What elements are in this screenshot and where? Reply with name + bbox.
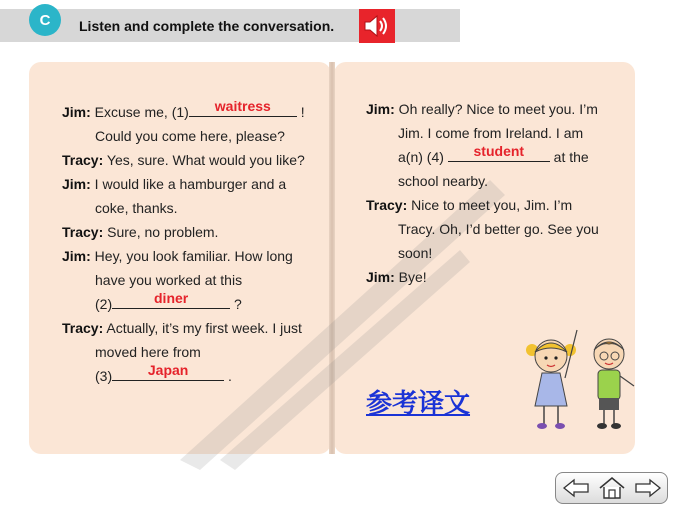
dialogue-line bbox=[62, 220, 218, 244]
line-text: Yes, sure. What would you like? bbox=[103, 152, 305, 168]
speaker-name: Jim: bbox=[366, 101, 395, 117]
book-spine bbox=[329, 62, 335, 454]
answer-blank[interactable] bbox=[112, 364, 224, 381]
dialogue-line bbox=[366, 265, 427, 289]
dialogue-line bbox=[398, 241, 432, 265]
dialogue-line bbox=[95, 364, 232, 388]
navigation-bar bbox=[555, 472, 668, 504]
dialogue-line bbox=[62, 100, 305, 124]
speaker-name: Tracy: bbox=[366, 197, 408, 213]
prev-button[interactable] bbox=[559, 475, 593, 501]
speaker-name: Tracy: bbox=[62, 224, 104, 240]
line-text: Tracy. Oh, I’d better go. See you bbox=[398, 221, 599, 237]
dialogue-line bbox=[62, 172, 286, 196]
line-text: Actually, it’s my first week. I just bbox=[103, 320, 302, 336]
line-text: ? bbox=[230, 296, 242, 312]
speaker-name: Jim: bbox=[62, 176, 91, 192]
dialogue-line bbox=[366, 193, 572, 217]
line-text: (3) bbox=[95, 368, 113, 384]
line-text: have you worked at this bbox=[95, 272, 243, 288]
arrow-right-icon bbox=[634, 478, 662, 498]
arrow-left-icon bbox=[562, 478, 590, 498]
line-text: ! bbox=[296, 104, 305, 120]
answer-blank[interactable] bbox=[189, 100, 297, 117]
line-text: Oh really? Nice to meet you. I’m bbox=[394, 101, 598, 117]
dialogue-line bbox=[95, 196, 178, 220]
line-text: a(n) (4) bbox=[398, 149, 448, 165]
dialogue-line bbox=[398, 169, 488, 193]
speaker-name: Tracy: bbox=[62, 152, 104, 168]
audio-play-button[interactable] bbox=[359, 9, 395, 43]
dialogue-line bbox=[95, 124, 285, 148]
line-text: Jim. I come from Ireland. I am bbox=[398, 125, 584, 141]
line-text: Nice to meet you, Jim. I’m bbox=[407, 197, 573, 213]
page-title: Listen and complete the conversation. bbox=[79, 18, 335, 34]
speaker-name: Jim: bbox=[62, 248, 91, 264]
line-text: Could you come here, please? bbox=[95, 128, 285, 144]
line-text: soon! bbox=[398, 245, 433, 261]
speaker-name: Tracy: bbox=[62, 320, 104, 336]
answer-blank[interactable] bbox=[112, 292, 230, 309]
next-button[interactable] bbox=[631, 475, 665, 501]
answer-blank[interactable] bbox=[448, 145, 550, 162]
dialogue-line bbox=[62, 148, 305, 172]
home-button[interactable] bbox=[595, 475, 629, 501]
answer-text: waitress bbox=[214, 98, 271, 114]
dialogue-line bbox=[398, 145, 589, 169]
kids-illustration bbox=[520, 328, 640, 438]
line-text: school nearby. bbox=[398, 173, 489, 189]
line-text: Sure, no problem. bbox=[103, 224, 219, 240]
dialogue-line bbox=[62, 316, 302, 340]
home-icon bbox=[597, 476, 627, 500]
line-text: Excuse me, (1) bbox=[90, 104, 189, 120]
line-text: (2) bbox=[95, 296, 113, 312]
dialogue-line bbox=[366, 97, 598, 121]
line-text: Hey, you look familiar. How long bbox=[90, 248, 293, 264]
dialogue-line bbox=[398, 217, 599, 241]
line-text: . bbox=[224, 368, 232, 384]
line-text: I would like a hamburger and a bbox=[90, 176, 287, 192]
answer-text: diner bbox=[154, 290, 189, 306]
section-badge: C bbox=[29, 4, 61, 36]
speaker-icon bbox=[362, 13, 392, 39]
speaker-name: Jim: bbox=[366, 269, 395, 285]
reference-translation-link[interactable]: 参考译文 bbox=[366, 388, 471, 418]
line-text: moved here from bbox=[95, 344, 201, 360]
dialogue-line bbox=[62, 244, 293, 268]
answer-text: Japan bbox=[147, 362, 189, 378]
speaker-name: Jim: bbox=[62, 104, 91, 120]
dialogue-line bbox=[95, 292, 242, 316]
line-text: coke, thanks. bbox=[95, 200, 178, 216]
answer-text: student bbox=[473, 143, 525, 159]
line-text: Bye! bbox=[394, 269, 427, 285]
line-text: at the bbox=[549, 149, 589, 165]
